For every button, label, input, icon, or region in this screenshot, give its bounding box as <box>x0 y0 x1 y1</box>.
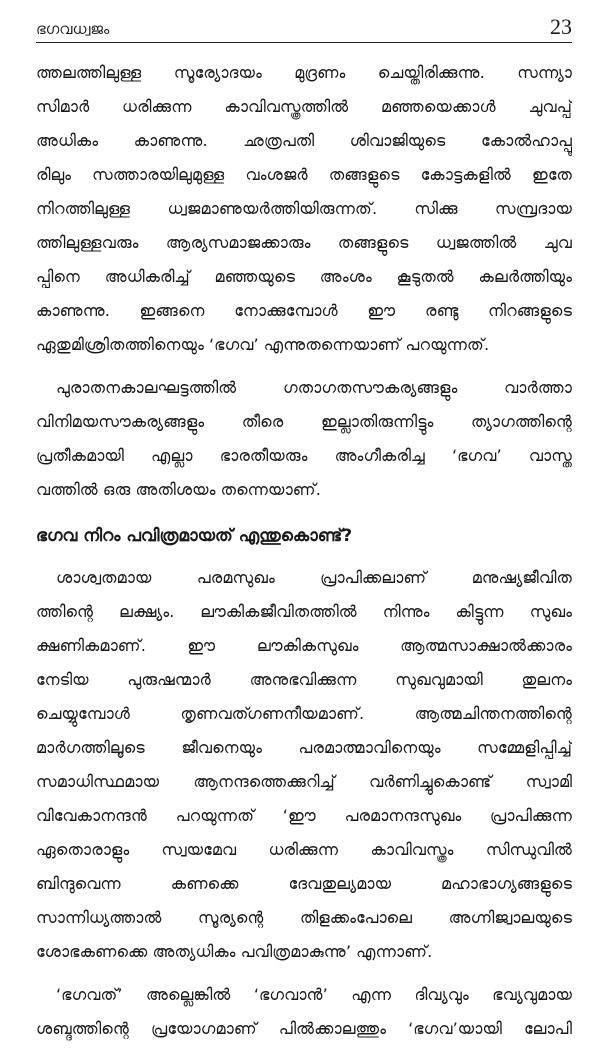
text-line: ക്ഷണികമാണ്. ഈ ലൗകികസുഖം ആത്മസാക്ഷാൽക്കാരം <box>36 636 572 655</box>
text-line: വത്തിൽ ഒരു അതിശയം തന്നെയാണ്. <box>36 480 321 499</box>
text-line: വിനിമയസൗകര്യങ്ങളും തീരെ ഇല്ലാതിരുന്നിട്ടും ത്യാഗത്തിന്റെ <box>36 412 572 431</box>
text-line: സമാധിസ്ഥമായ ആനന്ദത്തെക്കുറിച്ച് വർണിച്ചുകൊണ്ട് സ്വാമി <box>36 772 572 791</box>
paragraph-1 <box>36 56 572 362</box>
text-line: ഏതൊരാളും സ്വയമേവ ധരിക്കുന്ന കാവിവസ്ത്രം സിന്ധുവിൽ <box>36 840 572 859</box>
running-header <box>36 8 572 43</box>
text-line: പ്രതീകമായി എല്ലാ ഭാരതീയരും അംഗീകരിച്ച ‘ഭഗവ’ വാസ്ത <box>36 446 572 465</box>
text-line: സാന്നിധ്യത്താൽ സൂര്യന്റെ തിളക്കംപോലെ അഗ്നിജ്വാലയുടെ <box>36 908 572 927</box>
text-line: ത്തിലുള്ളവരും ആര്യസമാജക്കാരും തങ്ങളുടെ ധ്വജത്തിൽ ചുവ <box>36 233 572 252</box>
text-line: അധികം കാണുന്നു. ഛത്രപതി ശിവാജിയുടെ കോൽഹാപ്പൂ <box>36 131 572 150</box>
paragraph-3 <box>36 561 572 969</box>
text-line: നേടിയ പുരുഷന്മാർ അനുഭവിക്കുന്ന സുഖവുമായി തുലനം <box>36 670 572 689</box>
text-line: ബിന്ദുവെന്ന കണക്കെ ദേവതുല്യമായ മഹാഭാഗ്യങ്ങളുടെ <box>36 874 572 893</box>
text-line: കാണുന്നു. ഇങ്ങനെ നോക്കുമ്പോൾ ഈ രണ്ടു നിറങ്ങളുടെ <box>36 301 572 320</box>
text-line: പുരാതനകാലഘട്ടത്തിൽ ഗതാഗതസൗകര്യങ്ങളും വാർത്താ <box>56 378 572 397</box>
text-line: നിറത്തിലുള്ള ധ്വജമാണുയർത്തിയിരുന്നത്. സിക്കു സമ്പ്രദായ <box>36 199 572 218</box>
page-body <box>36 56 572 1055</box>
text-line: ത്തിന്റെ ലക്ഷ്യം. ലൗകികജീവിതത്തിൽ നിന്നും കിട്ടുന്ന സുഖം <box>36 602 572 621</box>
text-line: ശാശ്വതമായ പരമസുഖം പ്രാപിക്കലാണ് മനുഷ്യജീവിത <box>56 568 572 587</box>
text-line: രിലും സത്താരയിലുമുള്ള വംശജർ തങ്ങളുടെ കോട്ടകളിൽ ഇതേ <box>36 165 572 184</box>
section-heading: ഭഗവ നിറം പവിത്രമായത് എന്തുകൊണ്ട്? <box>36 526 353 546</box>
paragraph-4 <box>36 978 572 1046</box>
text-line: വിവേകാനന്ദൻ പറയുന്നത് ‘ഈ പരമാനന്ദസുഖം പ്രാപിക്കുന്ന <box>36 806 572 825</box>
text-line: ഏതുമിശ്രിതത്തിനെയും ‘ഭഗവ’ എന്നുതന്നെയാണ് പറയുന്നത്. <box>36 335 490 354</box>
text-line: ശബ്ദത്തിന്റെ പ്രയോഗമാണ് പിൽക്കാലത്തും ‘ഭഗവ’യായി ലോപി <box>36 1019 572 1038</box>
text-line: ‘ഭഗവത്’ അല്ലെങ്കിൽ ‘ഭഗവാൻ’ എന്ന ദിവ്യവും ഭവ്യവുമായ <box>56 985 572 1004</box>
text-line: പ്പിനെ അധികരിച്ച് മഞ്ഞയുടെ അംശം കൂടുതൽ കലർത്തിയും <box>36 267 572 286</box>
text-line: മാർഗത്തിലൂടെ ജീവനെയും പരമാത്മാവിനെയും സമ്മേളിപ്പിച്ച് <box>36 738 572 757</box>
page-number: 23 <box>550 14 572 39</box>
paragraph-2 <box>36 371 572 507</box>
text-line: ചെയ്യുമ്പോൾ തൃണവത്ഗണനീയമാണ്. ആത്മചിന്തനത്തിന്റെ <box>36 704 572 723</box>
text-line: സിമാർ ധരിക്കുന്ന കാവിവസ്ത്രത്തിൽ മഞ്ഞയെക്കാൾ ചുവപ്പ് <box>36 97 572 116</box>
running-header-title: ഭഗവധ്വജം <box>36 20 110 38</box>
text-line: ത്തലത്തിലുള്ള സൂര്യോദയം മുദ്രണം ചെയ്തിരിക്കുന്നു. സന്ന്യാ <box>36 63 572 82</box>
text-line: ശോഭകണക്കെ അത്യധികം പവിത്രമാകുന്നു’ എന്നാണ്. <box>36 942 433 961</box>
